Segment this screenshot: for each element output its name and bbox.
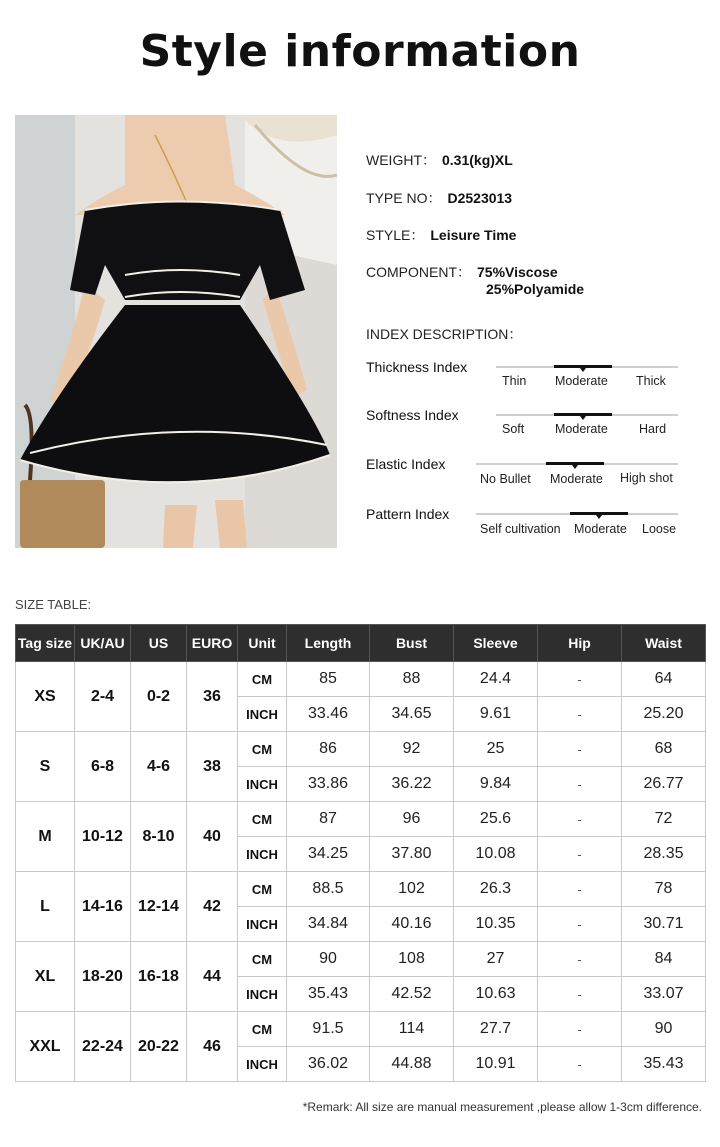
size-us-cell: 16-18: [131, 942, 187, 1012]
thickness-index-name: Thickness Index: [366, 359, 468, 375]
size-us-cell: 12-14: [131, 872, 187, 942]
unit-cell: CM: [238, 732, 287, 767]
elastic-option-high-shot: High shot: [620, 471, 673, 485]
elastic-index-pointer-icon: [572, 465, 578, 469]
length-inch-cell: 33.86: [287, 767, 370, 802]
bust-inch-cell: 34.65: [370, 697, 454, 732]
size-euro-cell: 42: [187, 872, 238, 942]
sleeve-inch-cell: 9.61: [454, 697, 538, 732]
sleeve-inch-cell: 10.35: [454, 907, 538, 942]
header-waist: Waist: [622, 625, 706, 662]
elastic-option-moderate: Moderate: [550, 472, 603, 486]
length-inch-cell: 33.46: [287, 697, 370, 732]
hip-inch-cell: -: [538, 977, 622, 1012]
spec-type-no-label: TYPE NO：: [366, 190, 442, 206]
header-unit: Unit: [238, 625, 287, 662]
waist-inch-cell: 30.71: [622, 907, 706, 942]
header-hip: Hip: [538, 625, 622, 662]
sleeve-inch-cell: 10.08: [454, 837, 538, 872]
header-uk-au: UK/AU: [75, 625, 131, 662]
pattern-option-loose: Loose: [642, 522, 677, 536]
spec-type-no-value: D2523013: [447, 190, 513, 206]
sleeve-cm-cell: 25.6: [454, 802, 538, 837]
hip-cm-cell: -: [538, 802, 622, 837]
softness-option-moderate: Moderate: [555, 422, 608, 436]
bust-cm-cell: 88: [370, 662, 454, 697]
size-us-cell: 0-2: [131, 662, 187, 732]
hip-cm-cell: -: [538, 872, 622, 907]
sleeve-inch-cell: 10.63: [454, 977, 538, 1012]
spec-component-label: COMPONENT：: [366, 264, 471, 280]
size-tag-cell: M: [16, 802, 75, 872]
sleeve-cm-cell: 27: [454, 942, 538, 977]
waist-inch-cell: 35.43: [622, 1047, 706, 1082]
waist-inch-cell: 26.77: [622, 767, 706, 802]
page-title: Style information: [139, 26, 581, 77]
spec-weight-value: 0.31(kg)XL: [442, 152, 513, 168]
hip-inch-cell: -: [538, 837, 622, 872]
hip-inch-cell: -: [538, 697, 622, 732]
product-photo: [15, 115, 337, 548]
spec-weight: [366, 150, 513, 170]
hip-cm-cell: -: [538, 732, 622, 767]
hip-cm-cell: -: [538, 662, 622, 697]
softness-option-hard: Hard: [639, 422, 667, 436]
table-row: [16, 802, 706, 837]
table-row: [16, 732, 706, 767]
pattern-index-pointer-icon: [596, 515, 602, 519]
spec-component-value-1: 75%Viscose: [477, 264, 558, 280]
dress-photo-illustration: [15, 115, 337, 548]
spec-type-no: [366, 188, 512, 208]
elastic-option-no-bullet: No Bullet: [480, 472, 531, 486]
index-description-heading: INDEX DESCRIPTION：: [366, 326, 523, 342]
size-uk-cell: 10-12: [75, 802, 131, 872]
length-inch-cell: 34.84: [287, 907, 370, 942]
size-us-cell: 20-22: [131, 1012, 187, 1082]
size-table-header: [16, 625, 706, 662]
table-row: [16, 942, 706, 977]
length-cm-cell: 86: [287, 732, 370, 767]
waist-cm-cell: 72: [622, 802, 706, 837]
length-cm-cell: 91.5: [287, 1012, 370, 1047]
waist-cm-cell: 90: [622, 1012, 706, 1047]
spec-component-value-2: 25%Polyamide: [486, 281, 585, 297]
size-table: [15, 624, 706, 1082]
thickness-index: [366, 359, 686, 399]
thickness-option-moderate: Moderate: [555, 374, 608, 388]
size-uk-cell: 14-16: [75, 872, 131, 942]
bust-inch-cell: 37.80: [370, 837, 454, 872]
waist-inch-cell: 25.20: [622, 697, 706, 732]
pattern-index-name: Pattern Index: [366, 506, 450, 522]
waist-inch-cell: 33.07: [622, 977, 706, 1012]
spec-style-value: Leisure Time: [430, 227, 517, 243]
elastic-index-name: Elastic Index: [366, 456, 446, 472]
size-euro-cell: 40: [187, 802, 238, 872]
length-cm-cell: 85: [287, 662, 370, 697]
bust-cm-cell: 114: [370, 1012, 454, 1047]
bust-cm-cell: 92: [370, 732, 454, 767]
header-sleeve: Sleeve: [454, 625, 538, 662]
pattern-option-moderate: Moderate: [574, 522, 627, 536]
size-euro-cell: 46: [187, 1012, 238, 1082]
bust-inch-cell: 36.22: [370, 767, 454, 802]
sleeve-cm-cell: 27.7: [454, 1012, 538, 1047]
length-inch-cell: 34.25: [287, 837, 370, 872]
thickness-option-thin: Thin: [502, 374, 527, 388]
unit-cell: CM: [238, 872, 287, 907]
size-uk-cell: 6-8: [75, 732, 131, 802]
size-euro-cell: 44: [187, 942, 238, 1012]
hip-cm-cell: -: [538, 942, 622, 977]
length-cm-cell: 88.5: [287, 872, 370, 907]
size-table-label: SIZE TABLE:: [15, 597, 92, 612]
pattern-index: [366, 506, 686, 546]
waist-cm-cell: 78: [622, 872, 706, 907]
unit-cell: CM: [238, 1012, 287, 1047]
size-uk-cell: 18-20: [75, 942, 131, 1012]
table-row: [16, 662, 706, 697]
size-us-cell: 8-10: [131, 802, 187, 872]
size-uk-cell: 22-24: [75, 1012, 131, 1082]
length-inch-cell: 35.43: [287, 977, 370, 1012]
header-tag-size: Tag size: [16, 625, 75, 662]
thickness-index-pointer-icon: [580, 368, 586, 372]
unit-cell: CM: [238, 662, 287, 697]
waist-inch-cell: 28.35: [622, 837, 706, 872]
spec-style-label: STYLE：: [366, 227, 425, 243]
table-row: [16, 1012, 706, 1047]
size-tag-cell: XXL: [16, 1012, 75, 1082]
unit-cell: INCH: [238, 767, 287, 802]
sleeve-cm-cell: 26.3: [454, 872, 538, 907]
spec-style: [366, 225, 516, 245]
header-length: Length: [287, 625, 370, 662]
waist-cm-cell: 84: [622, 942, 706, 977]
size-tag-cell: S: [16, 732, 75, 802]
waist-cm-cell: 64: [622, 662, 706, 697]
size-us-cell: 4-6: [131, 732, 187, 802]
length-cm-cell: 87: [287, 802, 370, 837]
unit-cell: INCH: [238, 977, 287, 1012]
softness-index-name: Softness Index: [366, 407, 459, 423]
size-euro-cell: 36: [187, 662, 238, 732]
unit-cell: INCH: [238, 837, 287, 872]
unit-cell: INCH: [238, 907, 287, 942]
size-tag-cell: L: [16, 872, 75, 942]
length-inch-cell: 36.02: [287, 1047, 370, 1082]
bust-cm-cell: 102: [370, 872, 454, 907]
unit-cell: INCH: [238, 697, 287, 732]
sleeve-inch-cell: 10.91: [454, 1047, 538, 1082]
bust-cm-cell: 96: [370, 802, 454, 837]
hip-inch-cell: -: [538, 1047, 622, 1082]
softness-option-soft: Soft: [502, 422, 525, 436]
bust-inch-cell: 44.88: [370, 1047, 454, 1082]
thickness-option-thick: Thick: [636, 374, 666, 388]
waist-cm-cell: 68: [622, 732, 706, 767]
bust-cm-cell: 108: [370, 942, 454, 977]
unit-cell: CM: [238, 942, 287, 977]
size-euro-cell: 38: [187, 732, 238, 802]
spec-weight-label: WEIGHT：: [366, 152, 436, 168]
header-bust: Bust: [370, 625, 454, 662]
sleeve-cm-cell: 24.4: [454, 662, 538, 697]
table-row: [16, 872, 706, 907]
bust-inch-cell: 42.52: [370, 977, 454, 1012]
elastic-index: [366, 456, 686, 496]
size-tag-cell: XL: [16, 942, 75, 1012]
hip-inch-cell: -: [538, 907, 622, 942]
length-cm-cell: 90: [287, 942, 370, 977]
size-uk-cell: 2-4: [75, 662, 131, 732]
sleeve-cm-cell: 25: [454, 732, 538, 767]
remark-note: *Remark: All size are manual measurement ,please allow 1-3cm difference.: [302, 1100, 702, 1114]
header-euro: EURO: [187, 625, 238, 662]
bust-inch-cell: 40.16: [370, 907, 454, 942]
hip-cm-cell: -: [538, 1012, 622, 1047]
pattern-option-self-cultivation: Self cultivation: [480, 522, 561, 536]
softness-index: [366, 407, 686, 447]
size-tag-cell: XS: [16, 662, 75, 732]
sleeve-inch-cell: 9.84: [454, 767, 538, 802]
hip-inch-cell: -: [538, 767, 622, 802]
header-us: US: [131, 625, 187, 662]
unit-cell: INCH: [238, 1047, 287, 1082]
unit-cell: CM: [238, 802, 287, 837]
softness-index-pointer-icon: [580, 416, 586, 420]
spec-component: [366, 262, 585, 297]
